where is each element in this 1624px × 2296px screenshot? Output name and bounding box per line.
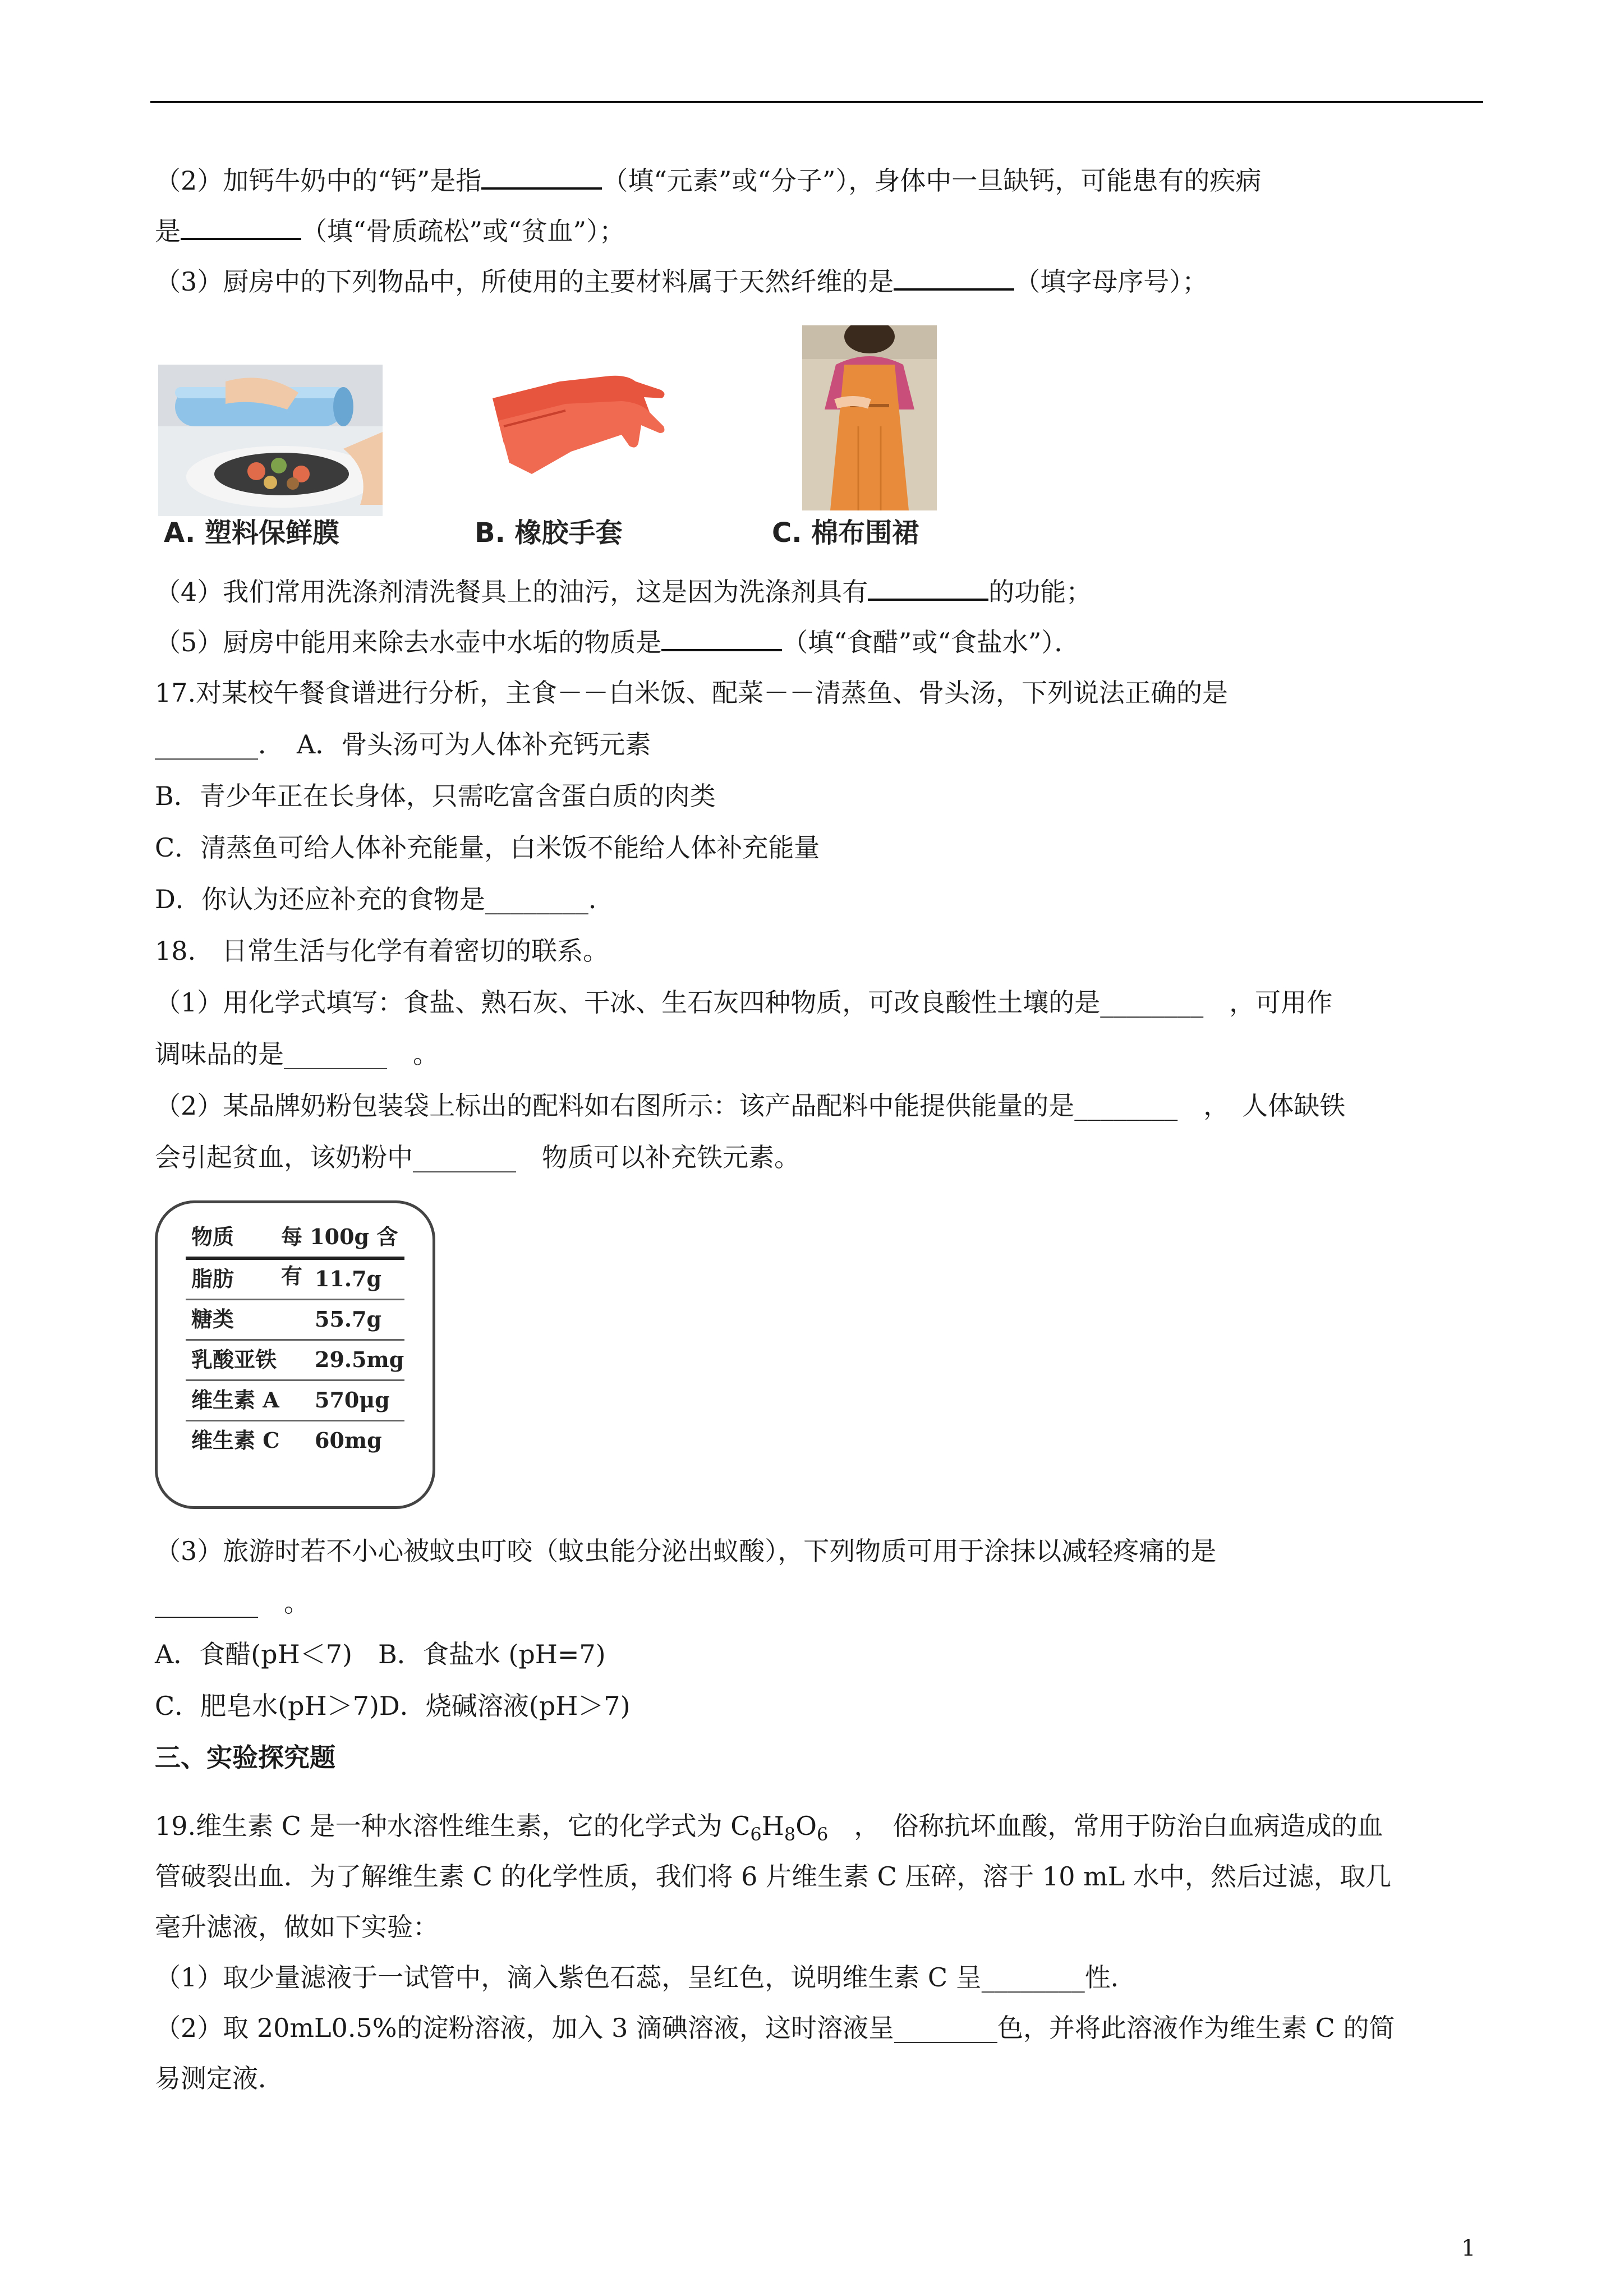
q18-part2-line1: （2）某品牌奶粉包装袋上标出的配料如右图所示：该产品配料中能提供能量的是________ ， 人体缺铁 <box>155 1091 1346 1121</box>
formula-sub: 8 <box>784 1824 796 1845</box>
q17-stem: 17.对某校午餐食谱进行分析，主食－－白米饭、配菜－－清蒸鱼、骨头汤，下列说法正确的是 <box>155 678 1229 708</box>
q16-2-text-c: 是 <box>155 216 181 246</box>
q16-4-text-b: 的功能； <box>988 577 1092 607</box>
q16-2-text-d: （填“骨质疏松”或“贫血”）； <box>301 216 625 246</box>
q16-3-text-a: （3）厨房中的下列物品中，所使用的主要材料属于天然纤维的是 <box>155 266 894 297</box>
q19-part2-line2: 易测定液． <box>155 2063 284 2093</box>
nutrition-name: 维生素 C <box>191 1428 280 1453</box>
nutrition-header-substance: 物质 <box>191 1224 234 1249</box>
nutrition-row <box>186 1340 404 1381</box>
q17-option-a: ________． A．骨头汤可为人体补充钙元素 <box>155 729 651 760</box>
plastic-wrap-image <box>158 365 383 516</box>
nutrition-name: 维生素 A <box>191 1387 279 1412</box>
nutrition-name: 糖类 <box>191 1306 234 1332</box>
rubber-gloves-image <box>481 359 672 482</box>
q18-part1-line1: （1）用化学式填写：食盐、熟石灰、干冰、生石灰四种物质，可改良酸性土壤的是________ ，可用作 <box>155 987 1333 1018</box>
section-heading: 三、实验探究题 <box>155 1742 335 1773</box>
q16-4-text-a: （4）我们常用洗涤剂清洗餐具上的油污，这是因为洗涤剂具有 <box>155 577 868 607</box>
nutrition-value: 55.7g <box>315 1306 382 1332</box>
nutrition-row <box>186 1300 404 1341</box>
cotton-apron-image <box>802 325 937 510</box>
q19-line3: 毫升滤液，做如下实验： <box>155 1912 439 1942</box>
q16-2-text-a: （2）加钙牛奶中的“钙”是指 <box>155 165 482 196</box>
answer-blank[interactable] <box>894 266 1014 291</box>
formula-sub: 6 <box>816 1824 829 1845</box>
q18-part3-options-cd: C．肥皂水(pH＞7)D．烧碱溶液(pH＞7) <box>155 1691 631 1721</box>
q18-part3-line2: ________ 。 <box>155 1588 310 1618</box>
q16-part2-line2 <box>155 214 625 248</box>
answer-blank[interactable] <box>481 165 602 190</box>
q17-option-b: B．青少年正在长身体，只需吃富含蛋白质的肉类 <box>155 781 716 811</box>
q19-part1: （1）取少量滤液于一试管中，滴入紫色石蕊，呈红色，说明维生素 C 呈________性． <box>155 1962 1137 1993</box>
nutrition-row <box>186 1259 404 1300</box>
formula-sub: 6 <box>750 1824 762 1845</box>
q17-option-c: C．清蒸鱼可给人体补充能量，白米饭不能给人体补充能量 <box>155 832 820 863</box>
q19-part2-line1: （2）取 20mL0.5%的淀粉溶液，加入 3 滴碘溶液，这时溶液呈________色，并将此溶液作为维生素 C 的简 <box>155 2013 1395 2043</box>
nutrition-value: 60mg <box>315 1428 382 1453</box>
nutrition-value: 570μg <box>315 1387 390 1412</box>
q19-text-b: ， 俗称抗坏血酸，常用于防治白血病造成的血 <box>828 1811 1383 1841</box>
q19-line2: 管破裂出血．为了解维生素 C 的化学性质，我们将 6 片维生素 C 压碎，溶于 10 mL 水中，然后过滤，取几 <box>155 1861 1391 1892</box>
nutrition-value: 11.7g <box>315 1266 382 1291</box>
header-rule <box>150 101 1483 103</box>
formula-h: H <box>761 1811 784 1841</box>
q18-part3-line1: （3）旅游时若不小心被蚊虫叮咬（蚊虫能分泌出蚁酸），下列物质可用于涂抹以减轻疼痛的是 <box>155 1536 1217 1566</box>
q16-5-text-b: （填“食醋”或“食盐水”）． <box>782 627 1080 657</box>
nutrition-row <box>186 1381 404 1421</box>
nutrition-row <box>186 1421 404 1460</box>
nutrition-name: 脂肪 <box>191 1266 234 1291</box>
q16-part3-line <box>155 265 1208 298</box>
q16-part2-line1 <box>155 164 1261 197</box>
option-c-caption: C. 棉布围裙 <box>772 517 919 549</box>
q16-3-text-b: （填字母序号）； <box>1014 266 1208 297</box>
nutrition-table <box>155 1200 435 1509</box>
answer-blank[interactable] <box>868 576 988 601</box>
q16-part4-line <box>155 575 1092 609</box>
formula-o: O <box>795 1811 817 1841</box>
q17-option-d: D．你认为还应补充的食物是________． <box>155 884 614 914</box>
page-number: 1 <box>1461 2235 1476 2261</box>
q16-5-text-a: （5）厨房中能用来除去水壶中水垢的物质是 <box>155 627 662 657</box>
q18-part1-line2: 调味品的是________ 。 <box>155 1039 439 1069</box>
q16-2-text-b: （填“元素”或“分子”），身体中一旦缺钙，可能患有的疾病 <box>602 165 1262 196</box>
q16-part5-line <box>155 625 1080 659</box>
answer-blank[interactable] <box>181 215 301 240</box>
option-a-caption: A. 塑料保鲜膜 <box>164 517 339 549</box>
nutrition-header-amount: 每 100g 含有 <box>281 1224 398 1289</box>
q19-line1 <box>155 1809 1383 1843</box>
q19-text-a: 19.维生素 C 是一种水溶性维生素，它的化学式为 C <box>155 1811 751 1841</box>
nutrition-name: 乳酸亚铁 <box>191 1347 277 1372</box>
q18-part2-line2: 会引起贫血，该奶粉中________ 物质可以补充铁元素。 <box>155 1142 800 1172</box>
q18-part3-options-ab: A．食醋(pH＜7) B．食盐水 (pH=7) <box>155 1639 606 1669</box>
q18-stem: 18. 日常生活与化学有着密切的联系。 <box>155 936 609 966</box>
option-b-caption: B. 橡胶手套 <box>475 517 623 549</box>
answer-blank[interactable] <box>661 627 782 651</box>
nutrition-value: 29.5mg <box>315 1347 404 1372</box>
